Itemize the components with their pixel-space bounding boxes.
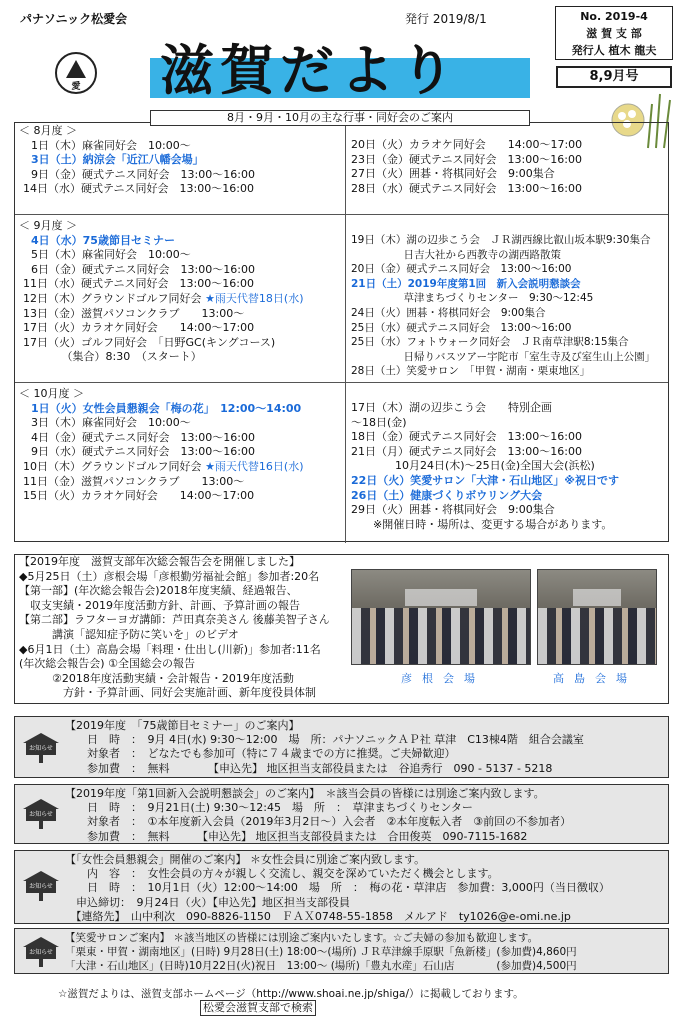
section-head: ＜ 10月度 ＞ [19, 387, 84, 400]
notice-women-party [14, 850, 669, 924]
list-item: 19日（木）湖の辺歩こう会 ＪＲ湖西線比叡山坂本駅9:30集合 [351, 234, 651, 246]
notice-roof [23, 799, 59, 809]
list-item: ～18日(金) [351, 415, 407, 429]
notice-board-icon [23, 871, 59, 901]
rain-note: ★雨天代替16日(水) [205, 459, 304, 473]
triangle-icon [66, 60, 86, 78]
notice-text [65, 787, 571, 844]
notice-label: お知らせ [26, 809, 56, 821]
report-line: 方針・予算計画、同好会実施計画、新年度役員体制 [19, 686, 316, 700]
photo-banner [405, 589, 476, 606]
list-item: 3日（木）麻雀同好会 10:00～ [31, 416, 191, 430]
report-line: ◆5月25日（土）彦根会場「彦根勤労福祉会館」参加者:20名 [19, 569, 320, 583]
list-item: 22日（火）笑愛サロン「大津・石山地区」※祝日です [351, 473, 619, 487]
notice-line: 日 時 ： 9月21日(土) 9:30～12:45 場 所 ： 草津まちづくりセンター [65, 801, 473, 815]
annual-meeting-report [14, 554, 669, 704]
list-item: 27日（火）囲碁・将棋同好会 9:00集合 [351, 167, 555, 181]
caption-hikone: 彦根会場 [401, 672, 485, 685]
search-box[interactable]: 松愛会滋賀支部で検索 [200, 1000, 316, 1016]
list-item: 17日（火）ゴルフ同好会 「日野GC(キングコース) [23, 335, 276, 349]
list-item: 10月24日(木)～25日(金)全国大会(浜松) [351, 459, 595, 473]
list-item: 11日（金）滋賀パソコンクラブ 13:00～ [23, 474, 245, 488]
report-line: 【第一部】(年次総会報告会)2018年度実績、経過報告、 [19, 584, 298, 598]
notice-line: 参加費 ： 無料 【申込先】 地区担当支部役員または 合田俊英 090-7115-1682 [65, 829, 528, 843]
list-item: 28日（水）硬式テニス同好会 13:00～16:00 [351, 181, 582, 195]
list-item: 6日（金）硬式テニス同好会 13:00～16:00 [31, 262, 255, 276]
list-item: 25日（水）フォトウォーク同好会 ＪＲ南草津駅8:15集合 [351, 336, 629, 349]
branch-name: 滋 賀 支 部 [586, 27, 642, 40]
list-item: 23日（金）硬式テニス同好会 13:00～16:00 [351, 152, 582, 166]
list-item: 24日（火）囲碁・将棋同好会 9:00集合 [351, 306, 546, 319]
list-item: 4日（金）硬式テニス同好会 13:00～16:00 [31, 430, 255, 444]
takashima-group-photo [537, 569, 657, 665]
organization-name: パナソニック松愛会 [20, 12, 128, 26]
list-item: 3日（土）納涼会「近江八幡会場」 [31, 153, 204, 167]
notice-line: 内 容 ： 女性会員の方々が親しく交流し、親交を深めていただく機会とします。 [65, 867, 499, 881]
issue-number: No. 2019-4 [580, 10, 648, 23]
notice-line: 申込締切： 9月24日（火）【申込先】地区担当支部役員 [65, 895, 350, 909]
notice-leg [39, 959, 43, 967]
notice-roof [23, 871, 59, 881]
october-right [351, 401, 619, 532]
list-item: 20日（金）硬式テニス同好会 13:00～16:00 [351, 263, 572, 276]
section-head: ＜ 9月度 ＞ [19, 219, 77, 232]
list-item: 13日（金）滋賀パソコンクラブ 13:00～ [23, 306, 245, 320]
notice-board-icon [23, 937, 59, 967]
logo [55, 52, 97, 94]
photo-people [352, 608, 530, 664]
notice-line: 「大津・石山地区」(日時)10月22日(火)祝日 13:00～ (場所)「豊丸水産」石山店 (参加費)4,500円 [65, 960, 577, 973]
notice-line: 日 時 ： 10月1日（火）12:00～14:00 場 所 ： 梅の花・草津店 参加費：3,000円（当日徴収） [65, 881, 610, 895]
october-section [15, 383, 668, 543]
notice-line: 「栗東・甲賀・湖南地区」(日時) 9月28日(土) 18:00～(場所) ＪＲ草津線手原駅「魚新楼」(参加費)4,860円 [65, 946, 577, 959]
october-left [19, 387, 304, 504]
notice-leg [39, 755, 43, 763]
report-line: 【第二部】ラフターヨガ講師：芦田真奈美さん 後藤美智子さん [19, 613, 330, 627]
column-divider [345, 123, 346, 214]
footer-text: ☆滋賀だよりは、滋賀支部ホームページ（http://www.shoai.ne.jp/shiga/）に掲載しております。 [58, 988, 524, 1000]
photo-people [538, 608, 656, 664]
newsletter-title: 滋賀だより [160, 38, 460, 102]
list-item: 1日（木）麻雀同好会 10:00～ [31, 138, 191, 152]
list-item: 日吉大社から西教寺の湖西路散策 [351, 248, 561, 261]
list-item: 29日（火）囲碁・将棋同好会 9:00集合 [351, 503, 555, 517]
notice-text [65, 931, 577, 974]
september-right [351, 233, 655, 379]
list-item: 1日（火）女性会員懇親会「梅の花」 12:00～14:00 [31, 401, 302, 415]
rain-note: ★雨天代替18日(水) [205, 291, 304, 305]
issue-date: 発行 2019/8/1 [405, 12, 487, 26]
list-item: 9日（水）硬式テニス同好会 13:00～16:00 [31, 445, 255, 459]
section-head: ＜ 8月度 ＞ [19, 124, 77, 137]
notice-line: 【2019年度「第1回新入会説明懇談会」のご案内】 ＊該当会員の皆様には別途ご案内致します。 [65, 787, 545, 800]
september-section [15, 215, 668, 383]
notice-board-icon [23, 733, 59, 763]
notice-line: 日 時 ： 9月 4日(水) 9:30～12:00 場 所：パナソニックＡＰ社 草津 C13棟4階 組合会議室 [65, 733, 584, 747]
list-item: 21日（土）2019年度第1回 新入会説明懇談会 [351, 277, 581, 290]
august-left [19, 124, 255, 197]
notice-board-icon [23, 799, 59, 829]
report-line: ②2018年度活動実績・会計報告・2019年度活動 [19, 671, 294, 685]
month-label: 8,9月号 [556, 66, 672, 88]
notice-line: 【「女性会員懇親会」開催のご案内】 ＊女性会員に別途ご案内致します。 [65, 853, 426, 866]
list-item: 26日（土）健康づくりボウリング大会 [351, 488, 543, 502]
notice-leg [39, 893, 43, 901]
notice-roof [23, 733, 59, 743]
august-right [351, 138, 582, 196]
list-item: 18日（金）硬式テニス同好会 13:00～16:00 [351, 430, 582, 444]
list-item: 5日（木）麻雀同好会 10:00～ [31, 248, 191, 262]
list-item-text: 10日（木）グラウンドゴルフ同好会 [23, 459, 202, 473]
report-line: 【2019年度 滋賀支部年次総会報告会を開催しました】 [19, 555, 300, 568]
list-item: 日帰りバスツアー宇陀市「室生寺及び室生山上公園」 [351, 350, 656, 363]
list-item: 17日（木）湖の辺歩こう会 特別企画 [351, 401, 552, 414]
notice-line: 【2019年度 「75歳節目セミナー」のご案内】 [65, 719, 300, 732]
list-item: 17日（火）カラオケ同好会 14:00～17:00 [23, 321, 255, 335]
list-item: 25日（水）硬式テニス同好会 13:00～16:00 [351, 321, 572, 334]
list-item: （集合）8:30 （スタート） [23, 350, 202, 364]
caption-takashima: 高島会場 [553, 672, 637, 685]
list-item: 20日（火）カラオケ同好会 14:00～17:00 [351, 138, 583, 151]
schedule-box [14, 122, 669, 542]
notice-leg [39, 821, 43, 829]
notice-line: 対象者 ： どなたでも参加可（特に７４歳までの方に推奨。ご夫婦歓迎） [65, 747, 456, 761]
notice-line: 【連絡先】 山中利次 090-8826-1150 ＦＡＸ0748-55-1858 メルアド ty1026@e-omi.ne.jp [65, 909, 571, 923]
notice-line: 対象者 ： ①本年度新入会員（2019年3月2日～）入会者 ②本年度転入者 ③前回の不参加者） [65, 815, 572, 829]
hikone-group-photo [351, 569, 531, 665]
column-divider [345, 215, 346, 382]
list-item: 28日（土）笑愛サロン 「甲賀・湖南・栗東地区」 [351, 365, 591, 378]
notice-new-member [14, 784, 669, 844]
photo-banner [573, 589, 620, 606]
report-line: 講演「認知症予防に笑いを」のビデオ [19, 627, 239, 641]
notice-seminar [14, 716, 669, 778]
notice-text [65, 719, 584, 776]
list-item: 21日（月）硬式テニス同好会 13:00～16:00 [351, 444, 582, 458]
publisher: 発行人 植木 龍夫 [571, 44, 657, 57]
report-line: 収支実績・2019年度活動方針、計画、予算計画の報告 [19, 598, 300, 612]
notice-shoai-salon [14, 928, 669, 974]
notice-line: 参加費 ： 無料 【申込先】 地区担当支部役員または 谷追秀行 090 - 5137 - 5218 [65, 761, 553, 775]
list-item: 4日（水）75歳節目セミナー [31, 233, 175, 247]
notice-line: 【笑愛サロンご案内】 ＊該当地区の皆様には別途ご案内いたします。☆ご夫婦の参加も歓迎します。 [65, 932, 539, 944]
schedule-title: 8月・9月・10月の主な行事・同好会のご案内 [150, 110, 530, 126]
logo-char: 愛 [71, 82, 81, 92]
list-item: 草津まちづくりセンター 9:30～12:45 [351, 292, 594, 305]
list-item: 11日（水）硬式テニス同好会 13:00～16:00 [23, 277, 254, 291]
notice-text [65, 853, 610, 924]
september-left [19, 219, 304, 365]
notice-label: お知らせ [26, 947, 56, 959]
list-item-text: 12日（木）グラウンドゴルフ同好会 [23, 291, 202, 305]
report-line: (年次総会報告会) ①全国総会の報告 [19, 657, 195, 671]
list-item: ※開催日時・場所は、変更する場合があります。 [351, 517, 613, 531]
list-item: 9日（金）硬式テニス同好会 13:00～16:00 [31, 167, 255, 181]
report-line: ◆6月1日（土）高島会場「料理・仕出し(川新)」参加者:11名 [19, 642, 321, 656]
list-item: 14日（水）硬式テニス同好会 13:00～16:00 [23, 182, 254, 196]
notice-label: お知らせ [26, 881, 56, 893]
issue-info-box [555, 6, 673, 60]
list-item: 15日（火）カラオケ同好会 14:00～17:00 [23, 489, 255, 503]
column-divider [345, 383, 346, 543]
august-section [15, 123, 668, 215]
list-item [19, 292, 304, 307]
notice-label: お知らせ [26, 743, 56, 755]
list-item [19, 460, 304, 475]
report-text [19, 555, 330, 701]
notice-roof [23, 937, 59, 947]
